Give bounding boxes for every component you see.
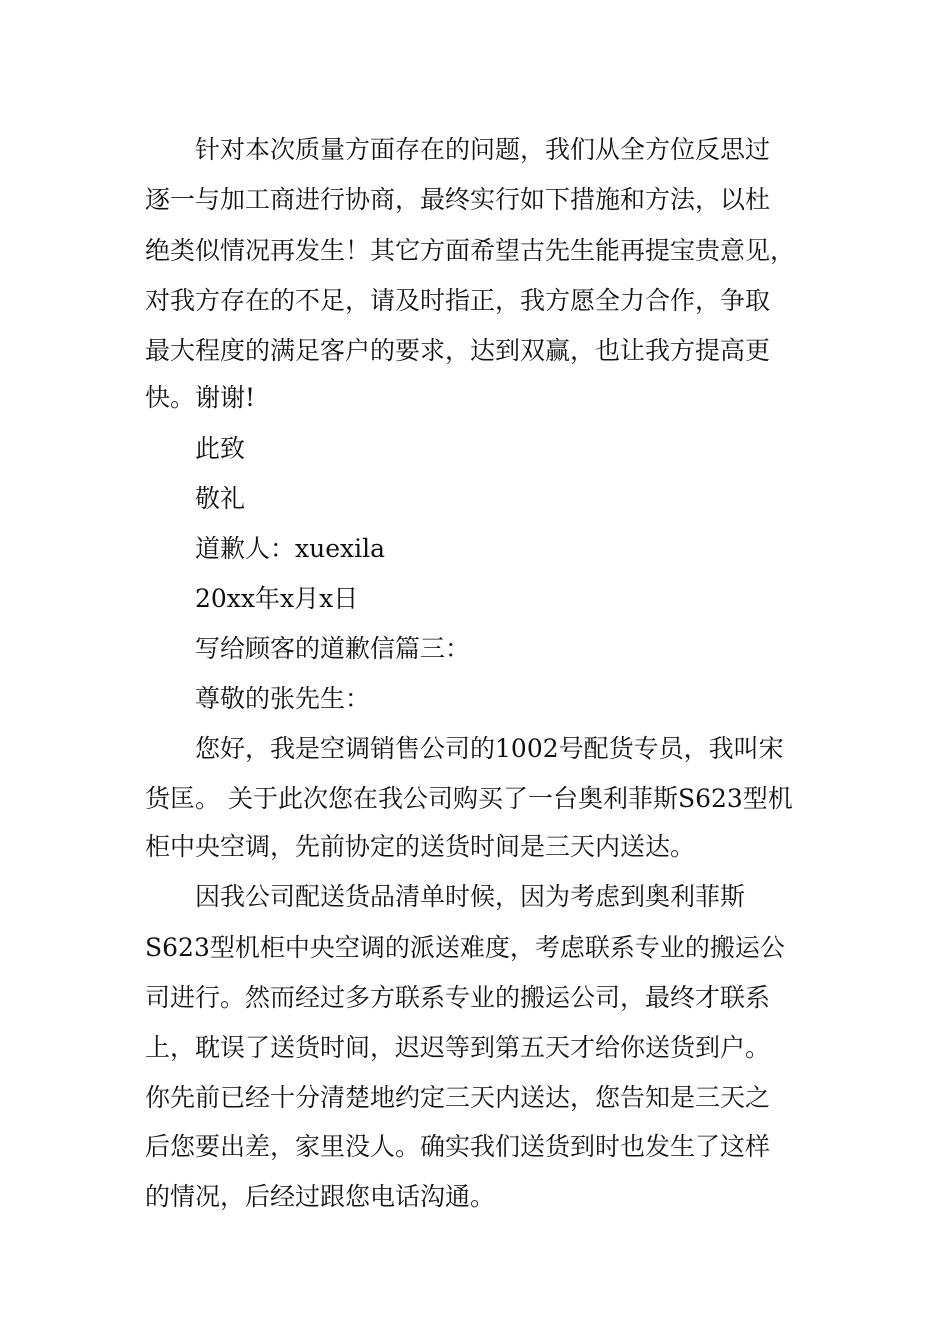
text-line: 后您要出差，家里没人。确实我们送货到时也发生了这样 [145,1132,771,1161]
text-line: 上，耽误了送货时间，迟迟等到第五天才给你送货到户。 [145,1033,771,1062]
text-line: 绝类似情况再发生！其它方面希望古先生能再提宝贵意见， [145,236,796,265]
date-line: 20xx年x月x日 [145,584,359,613]
text-line: 柜中央空调，先前协定的送货时间是三天内送达。 [145,832,696,861]
text-line: 您好，我是空调销售公司的1002号配货专员，我叫宋 [145,734,784,763]
text-line: 你先前已经十分清楚地约定三天内送达，您告知是三天之 [145,1083,771,1112]
text-line: 针对本次质量方面存在的问题，我们从全方位反思过 [145,135,771,164]
text-line: 的情况，后经过跟您电话沟通。 [145,1182,496,1211]
text-line: 货匡。 关于此次您在我公司购买了一台奥利菲斯S623型机 [145,784,793,813]
closing-salutation: 此致 [145,434,246,463]
text-line: 快。谢谢! [145,383,256,412]
greeting-line: 尊敬的张先生： [145,684,371,713]
signature-line: 道歉人：xuexila [145,534,385,563]
text-line: 司进行。然而经过多方联系专业的搬运公司，最终才联系 [145,983,771,1012]
section-title: 写给顾客的道歉信篇三： [145,634,471,663]
text-line: 因我公司配送货品清单时候，因为考虑到奥利菲斯 [145,882,746,911]
text-line: 对我方存在的不足，请及时指正，我方愿全力合作，争取 [145,286,771,315]
text-line: S623型机柜中央空调的派送难度，考虑联系专业的搬运公 [145,933,785,962]
text-line: 最大程度的满足客户的要求，达到双赢，也让我方提高更 [145,336,771,365]
text-line: 逐一与加工商进行协商，最终实行如下措施和方法，以杜 [145,185,771,214]
closing-regards: 敬礼 [145,484,246,513]
